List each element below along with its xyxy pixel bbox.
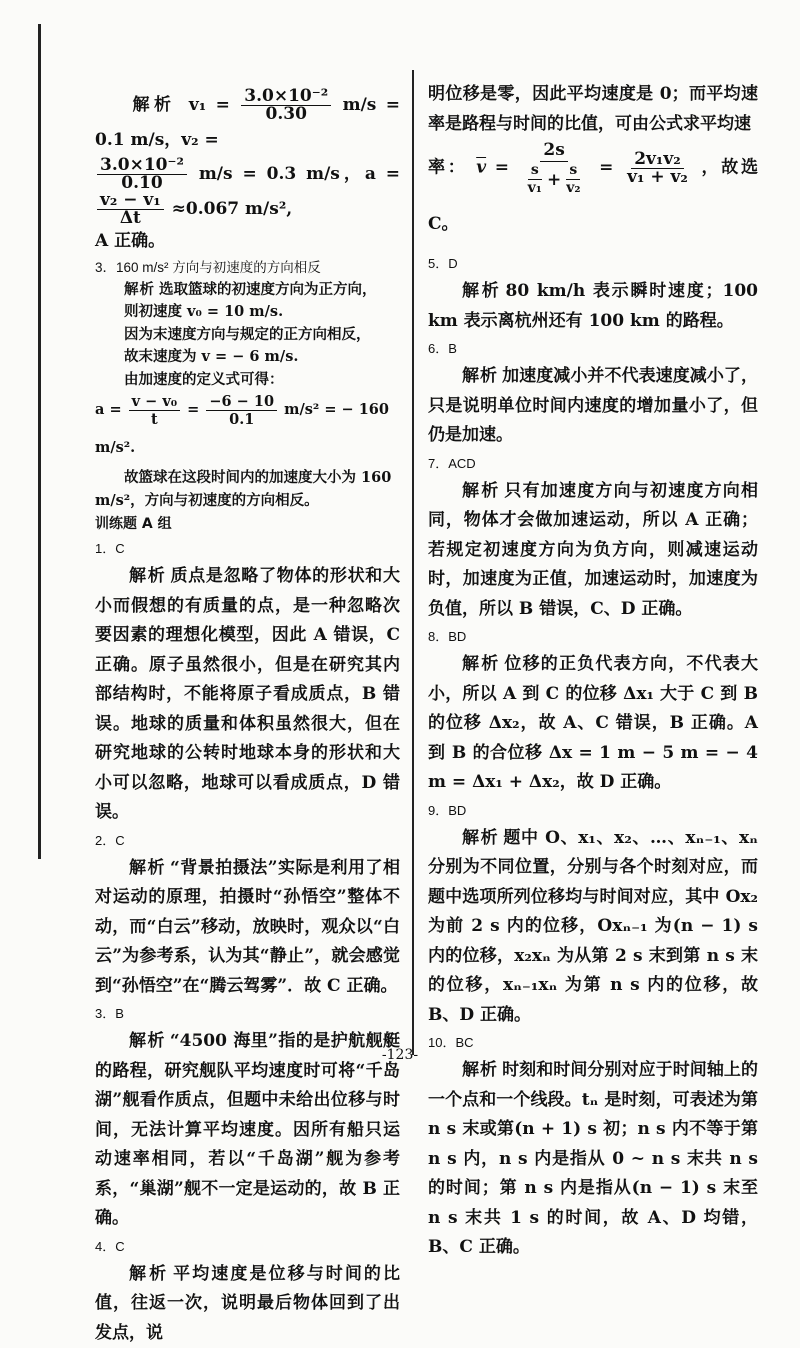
answer-1-number: 1．C [95,536,400,562]
q3-line-6: 故篮球在这段时间内的加速度大小为 160 [95,467,400,490]
section-heading: 训练题 A 组 [95,512,400,536]
velocity-line-1: 解析 v₁ = $\frac{\text{3.0×10⁻²}}{0.30}$ m/s = 0.1 m/s，v₂ = [95,88,400,157]
q3-line-3: 因为末速度方向与规定的正方向相反， [95,324,400,347]
column-divider [412,70,414,1055]
answer-9-text: 解析 题中 O、x₁、x₂、…、xₙ₋₁、xₙ 分别为不同位置，分别与各个时刻对应，而题中选项所列位移均与时间对应，其中 Ox₂ 为前 2 s 内的位移，Oxₙ₋₁ 为(n − 1) s 内的位移，x₂xₙ 为从第 2 s 末到第 n s 末的位移，xₙ₋₁xₙ 为第 n s 内的位移，故 B、D 正确。 [428,824,758,1031]
answer-1 [95,536,400,828]
answer-3-number: 3．B [95,1001,400,1027]
answer-5-number: 5．D [428,251,758,277]
answer-4 [95,1234,400,1348]
answer-6-number: 6．B [428,336,758,362]
answer-5-text: 解析 80 km/h 表示瞬时速度；100 km 表示离杭州还有 100 km 的路程。 [428,277,758,336]
answer-8 [428,624,758,798]
answer-8-number: 8．BD [428,624,758,650]
answer-6 [428,336,758,451]
q3-line-7: m/s²，方向与初速度的方向相反。 [95,490,400,513]
page-number: -123- [0,1047,800,1063]
answer-6-text: 解析 加速度减小并不代表速度减小了，只是说明单位时间内速度的增加量小了，但仍是加速。 [428,362,758,451]
answer-10-number: 10．BC [428,1030,758,1056]
answer-1-text: 解析 质点是忽略了物体的形状和大小而假想的有质量的点，是一种忽略次要因素的理想化模型，因此 A 错误，C 正确。原子虽然很小，但是在研究其内部结构时，不能将原子看成质点，B 错误。地球的质量和体积虽然很大，但在研究地球的公转时地球本身的形状和大小可以忽略，地球可以看成质点，D 错误。 [95,562,400,828]
q3-equation: a = $\frac{\text{v − v₀}}{t}$ = $\frac{-6 - 10}{0.1}$ m/s² = − 160 m/s². [95,391,400,467]
average-speed-formula: 率： $\overline{v}$ = 2s $\frac{s}{\text{v₁}}$ + $\frac{s}{\text{v₂}}$ = $\frac{\text{2v₁v₂}}{\text{v₁ + v₂}}$ ，故选 C。 [428,139,758,251]
left-margin-rule [38,24,41,859]
answer-10-text: 解析 时刻和时间分别对应于时间轴上的一个点和一个线段。tₙ 是时刻，可表述为第 n s 末或第(n + 1) s 初；n s 内不等于第 n s 内，n s 内是指从 0 ~ n s 末共 n s 的时间；第 n s 内是指从(n − 1) s 末至 n s 末共 1 s 的时间，故 A、D 均错，B、C 正确。 [428,1056,758,1263]
answer-4-text: 解析 平均速度是位移与时间的比值，往返一次，说明最后物体回到了出发点，说 [95,1260,400,1348]
answer-5 [428,251,758,336]
q3-line-1: 解析 选取篮球的初速度方向为正方向， [95,279,400,302]
q3-heading: 3．160 m/s² 方向与初速度的方向相反 [95,257,400,279]
answer-7-number: 7．ACD [428,451,758,477]
answer-2 [95,828,400,1002]
answer-3-text: 解析 “4500 海里”指的是护航舰艇的路程，研究舰队平均速度时可将“千岛湖”舰看作质点，但题中未给出位移与时间，无法计算平均速度。因所有船只运动速率相同，若以“千岛湖”舰为参考系，“巢湖”舰不一定是运动的，故 B 正确。 [95,1027,400,1234]
answer-8-text: 解析 位移的正负代表方向，不代表大小，所以 A 到 C 的位移 Δx₁ 大于 C 到 B 的位移 Δx₂，故 A、C 错误，B 正确。A 到 B 的合位移 Δx = 1 m − 5 m = − 4 m = Δx₁ + Δx₂，故 D 正确。 [428,650,758,798]
solution-velocity-block [95,88,400,257]
answer-9 [428,798,758,1031]
answer-4-continued: 明位移是零，因此平均速度是 0；而平均速率是路程与时间的比值，可由公式求平均速 [428,80,758,139]
answer-q3-intro [95,257,400,513]
velocity-conclusion: A 正确。 [95,227,400,257]
q3-line-2: 则初速度 v₀ = 10 m/s. [95,301,400,324]
left-column [95,88,400,1348]
q3-line-5: 由加速度的定义式可得： [95,369,400,392]
answer-2-number: 2．C [95,828,400,854]
answer-7 [428,451,758,625]
answer-3 [95,1001,400,1234]
answer-2-text: 解析 “背景拍摄法”实际是利用了相对运动的原理，拍摄时“孙悟空”整体不动，而“白云”移动，放映时，观众以“白云”为参考系，认为其“静止”，就会感觉到“孙悟空”在“腾云驾雾”．故 C 正确。 [95,854,400,1002]
q3-line-4: 故末速度为 v = − 6 m/s. [95,346,400,369]
answer-7-text: 解析 只有加速度方向与初速度方向相同，物体才会做加速运动，所以 A 正确；若规定初速度方向为负方向，则减速运动时，加速度为正值，加速运动时，加速度为负值，所以 B 错误，C、D 正确。 [428,477,758,625]
answer-4-number: 4．C [95,1234,400,1260]
answer-9-number: 9．BD [428,798,758,824]
velocity-line-2: $\frac{\text{3.0×10⁻²}}{0.10}$ m/s = 0.3 m/s，a = $\frac{\text{v₂ − v₁}}{\Delta t}$ ≈0.067 m/s², [95,157,400,227]
right-column [428,80,758,1263]
answer-10 [428,1030,758,1263]
